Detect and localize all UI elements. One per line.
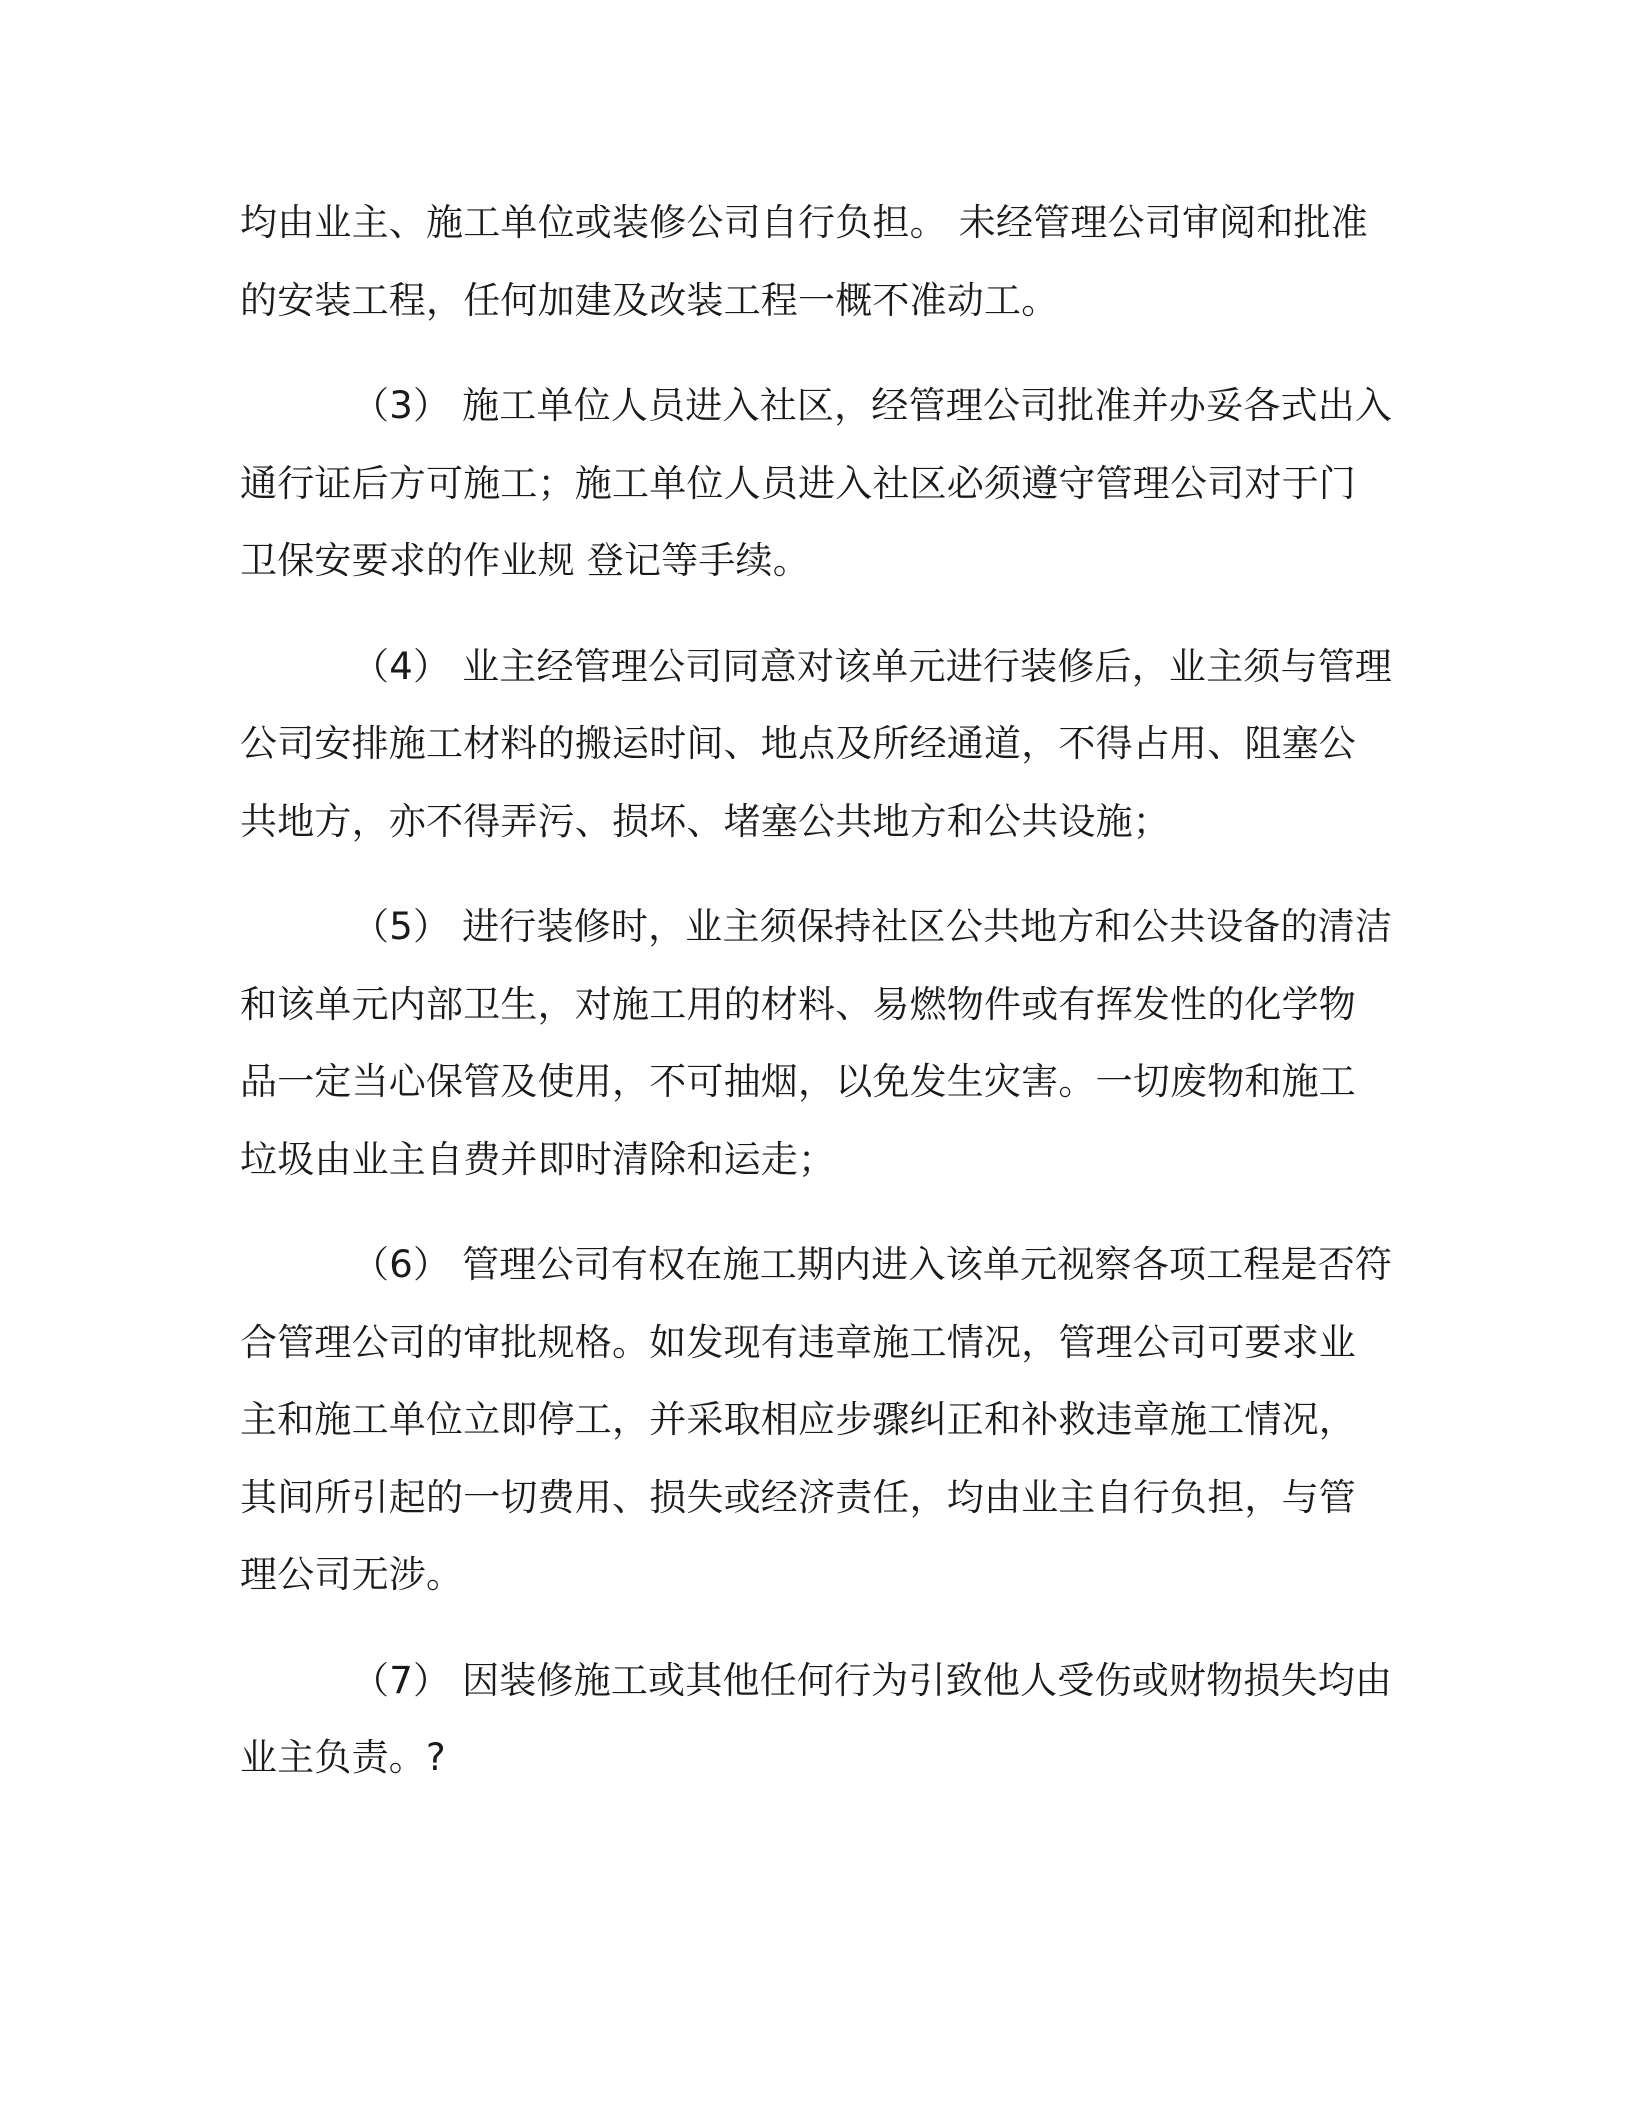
text-line: [240, 888, 1393, 966]
text-line: [240, 1642, 1393, 1720]
text-line: [240, 367, 1393, 445]
paragraph-item-4: [240, 628, 1393, 861]
text-line: 合管理公司的审批规格。如发现有违章施工情况，管理公司可要求业: [240, 1320, 1356, 1364]
paragraph-item-7: [240, 1642, 1393, 1797]
text-line-content: （3） 施工单位人员进入社区，经管理公司批准并办妥各式出入: [352, 384, 1393, 427]
text-line: 主和施工单位立即停工，并采取相应步骤纠正和补救违章施工情况，: [240, 1398, 1356, 1441]
text-line: 共地方，亦不得弄污、损坏、堵塞公共地方和公共设施；: [240, 799, 1170, 843]
text-line: 业主负责。?: [240, 1736, 446, 1779]
text-line-content: （5） 进行装修时，业主须保持社区公共地方和公共设备的清洁: [352, 905, 1393, 948]
paragraph-continuation: [240, 184, 1390, 339]
text-line: 垃圾由业主自费并即时清除和运走；: [240, 1137, 836, 1181]
text-line: 的安装工程，任何加建及改装工程一概不准动工。: [240, 278, 1059, 322]
text-line-content: （4） 业主经管理公司同意对该单元进行装修后，业主须与管理: [352, 644, 1393, 688]
text-line: [240, 628, 1393, 706]
text-line-content: （6） 管理公司有权在施工期内进入该单元视察各项工程是否符: [352, 1243, 1393, 1286]
text-line: 均由业主、施工单位或装修公司自行负担。 未经管理公司审阅和批准: [240, 201, 1368, 244]
paragraph-item-6: [240, 1226, 1393, 1614]
text-line: [240, 1226, 1393, 1304]
document-body: [240, 184, 1393, 1797]
paragraph-item-3: [240, 367, 1393, 600]
text-line: 和该单元内部卫生，对施工用的材料、易燃物件或有挥发性的化学物: [240, 982, 1356, 1026]
text-line: 公司安排施工材料的搬运时间、地点及所经通道，不得占用、阻塞公: [240, 722, 1356, 765]
text-line: 品一定当心保管及使用，不可抽烟，以免发生灾害。一切废物和施工: [240, 1060, 1356, 1103]
text-line: 卫保安要求的作业规 登记等手续。: [240, 539, 810, 582]
text-line: 其间所引起的一切费用、损失或经济责任，均由业主自行负担，与管: [240, 1475, 1356, 1519]
text-line: 通行证后方可施工；施工单位人员进入社区必须遵守管理公司对于门: [240, 461, 1356, 505]
text-line-content: （7） 因装修施工或其他任何行为引致他人受伤或财物损失均由: [352, 1658, 1393, 1702]
paragraph-item-5: [240, 888, 1393, 1198]
text-line: 理公司无涉。: [240, 1553, 464, 1596]
